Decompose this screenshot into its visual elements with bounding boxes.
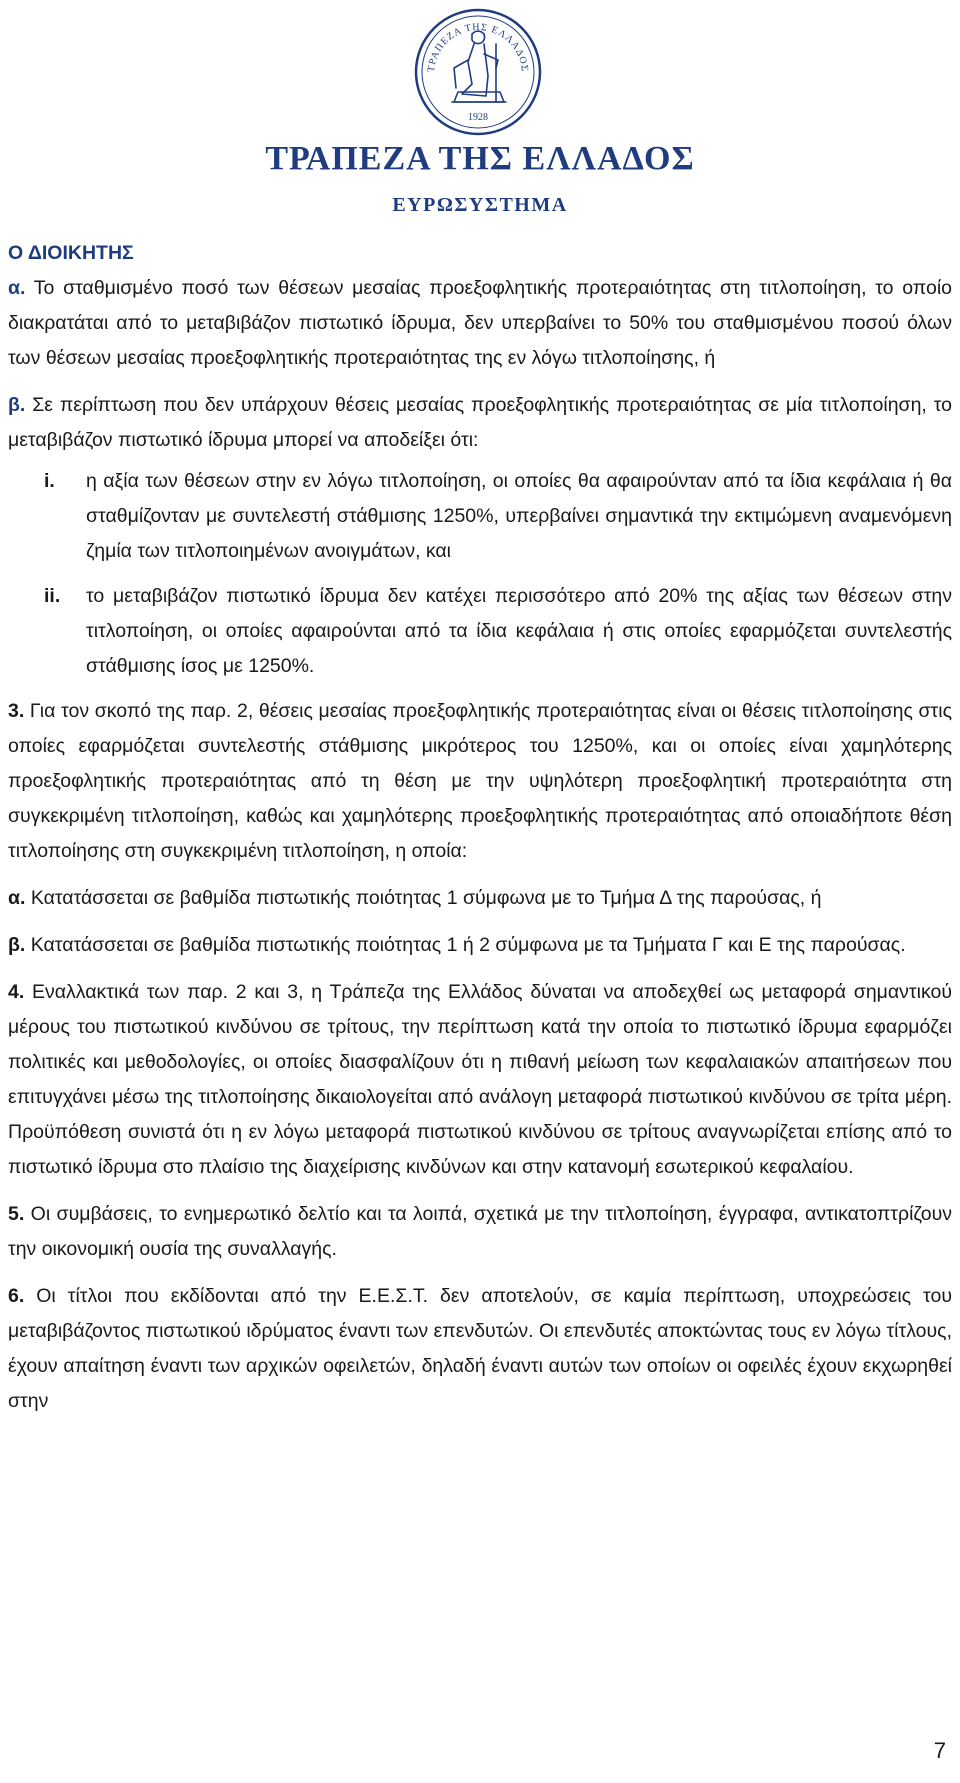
paragraph-a [8,271,952,376]
sub-item-i-marker: i. [44,470,55,492]
eurosystem-label: ΕΥΡΩΣΥΣΤΗΜΑ [392,194,568,216]
seal-top-text: ΤΡΑΠΕΖΑ ΤΗΣ ΕΛΛΑΔΟΣ [425,21,531,73]
paragraph-b-number: β. [8,394,26,416]
sub-item-ii [8,579,952,684]
paragraph-a-text: Το σταθμισμένο ποσό των θέσεων μεσαίας προεξοφλητικής προτεραιότητας στη τιτλοποίηση, το οποίο διακρατάται από το μεταβιβάζον πιστωτικό ίδρυμα, δεν υπερβαίνει το 50% του σταθμισμένου ποσού όλων των θέσεων μεσαίας προεξοφλητικής προτεραιότητας της εν λόγω τιτλοποίησης, ή [8,277,952,369]
paragraph-4-text: Εναλλακτικά των παρ. 2 και 3, η Τράπεζα της Ελλάδος δύναται να αποδεχθεί ως μεταφορά σημαντικού μέρους του πιστωτικού κινδύνου σε τρίτους, την περίπτωση κατά την οποία το πιστωτικό ίδρυμα εφαρμόζει πολιτικές και μεθοδολογίες, οι οποίες διασφαλίζουν ότι η πιθανή μείωση των κεφαλαιακών απαιτήσεων που επιτυγχάνει μέσω της τιτλοποίησης δικαιολογείται από ανάλογη μεταφορά πιστωτικού κινδύνου σε τρίτα μέρη. Προϋπόθεση συνιστά ότι η εν λόγω μεταφορά πιστωτικού κινδύνου σε τρίτους αναγνωρίζεται επίσης από το πιστωτικό ίδρυμα στο πλαίσιο της διαχείρισης κινδύνων και στην κατανομή εσωτερικού κεφαλαίου. [8,981,952,1178]
paragraph-3a-number: α. [8,887,26,909]
paragraph-3-text: Για τον σκοπό της παρ. 2, θέσεις μεσαίας προεξοφλητικής προτεραιότητας είναι οι θέσεις τιτλοποίησης στις οποίες εφαρμόζεται συντελεστής στάθμισης μικρότερος του 1250%, και οι οποίες είναι χαμηλότερης προεξοφλητικής προτεραιότητας από τη θέση με την υψηλότερη προεξοφλητική προτεραιότητα στη συγκεκριμένη τιτλοποίηση, καθώς και χαμηλότερης προεξοφλητικής προτεραιότητας από οποιαδήποτε θέση τιτλοποίησης στη συγκεκριμένη τιτλοποίηση, η οποία: [8,700,952,862]
paragraph-6-number: 6. [8,1285,25,1307]
paragraph-3-number: 3. [8,700,25,722]
paragraph-a-number: α. [8,277,26,299]
paragraph-3a [8,881,952,916]
sub-item-i-text: η αξία των θέσεων στην εν λόγω τιτλοποίηση, οι οποίες θα αφαιρούνταν από τα ίδια κεφάλαια ή θα σταθμίζονταν με συντελεστή στάθμισης 1250%, υπερβαίνει σημαντικά την εκτιμώμενη αναμενόμενη ζημία των τιτλοποιημένων ανοιγμάτων, και [86,470,952,562]
paragraph-4-number: 4. [8,981,25,1003]
paragraph-5-text: Οι συμβάσεις, το ενημερωτικό δελτίο και τα λοιπά, σχετικά με την τιτλοποίηση, έγγραφα, αντικατοπτρίζουν την οικονομική ουσία της συναλλαγής. [8,1203,952,1260]
bank-name: ΤΡΑΠΕΖΑ ΤΗΣ ΕΛΛΑΔΟΣ [265,140,695,177]
paragraph-3b-text: Κατατάσσεται σε βαθμίδα πιστωτικής ποιότητας 1 ή 2 σύμφωνα με τα Τμήματα Γ και Ε της παρούσας. [25,934,906,956]
page-number: 7 [933,1738,946,1763]
paragraph-3b-number: β. [8,934,26,956]
paragraph-6-text: Οι τίτλοι που εκδίδονται από την Ε.Ε.Σ.Τ. δεν αποτελούν, σε καμία περίπτωση, υποχρεώσεις του μεταβιβάζοντος πιστωτικού ιδρύματος έναντι των επενδυτών. Οι επενδυτές αποκτώντας τους εν λόγω τίτλους, έχουν απαίτηση έναντι των αρχικών οφειλετών, δηλαδή έναντι αυτών των οποίων οι οφειλές έχουν εκχωρηθεί στην [8,1285,952,1412]
paragraph-4 [8,975,952,1185]
seal-year: 1928 [468,112,488,123]
paragraph-5 [8,1197,952,1267]
paragraph-6 [8,1279,952,1419]
letterhead [0,0,960,225]
paragraph-3b [8,928,952,963]
paragraph-5-number: 5. [8,1203,25,1225]
sub-item-ii-text: το μεταβιβάζον πιστωτικό ίδρυμα δεν κατέχει περισσότερο από 20% της αξίας των θέσεων στην τιτλοποίηση, οι οποίες αφαιρούνται από τα ίδια κεφάλαια ή στις οποίες εφαρμόζεται συντελεστής στάθμισης ίσος με 1250%. [86,585,952,677]
bank-seal-logo [412,4,544,138]
paragraph-b-text: Σε περίπτωση που δεν υπάρχουν θέσεις μεσαίας προεξοφλητικής προτεραιότητας σε μία τιτλοποίηση, το μεταβιβάζον πιστωτικό ίδρυμα μπορεί να αποδείξει ότι: [8,394,952,451]
paragraph-3a-text: Κατατάσσεται σε βαθμίδα πιστωτικής ποιότητας 1 σύμφωνα με το Τμήμα Δ της παρούσας, ή [25,887,822,909]
paragraph-b [8,388,952,458]
document-heading: Ο ΔΙΟΙΚΗΤΗΣ [8,242,134,264]
paragraph-3 [8,694,952,869]
sub-item-i [8,464,952,569]
document-body [8,236,952,1431]
sub-item-ii-marker: ii. [44,585,61,607]
